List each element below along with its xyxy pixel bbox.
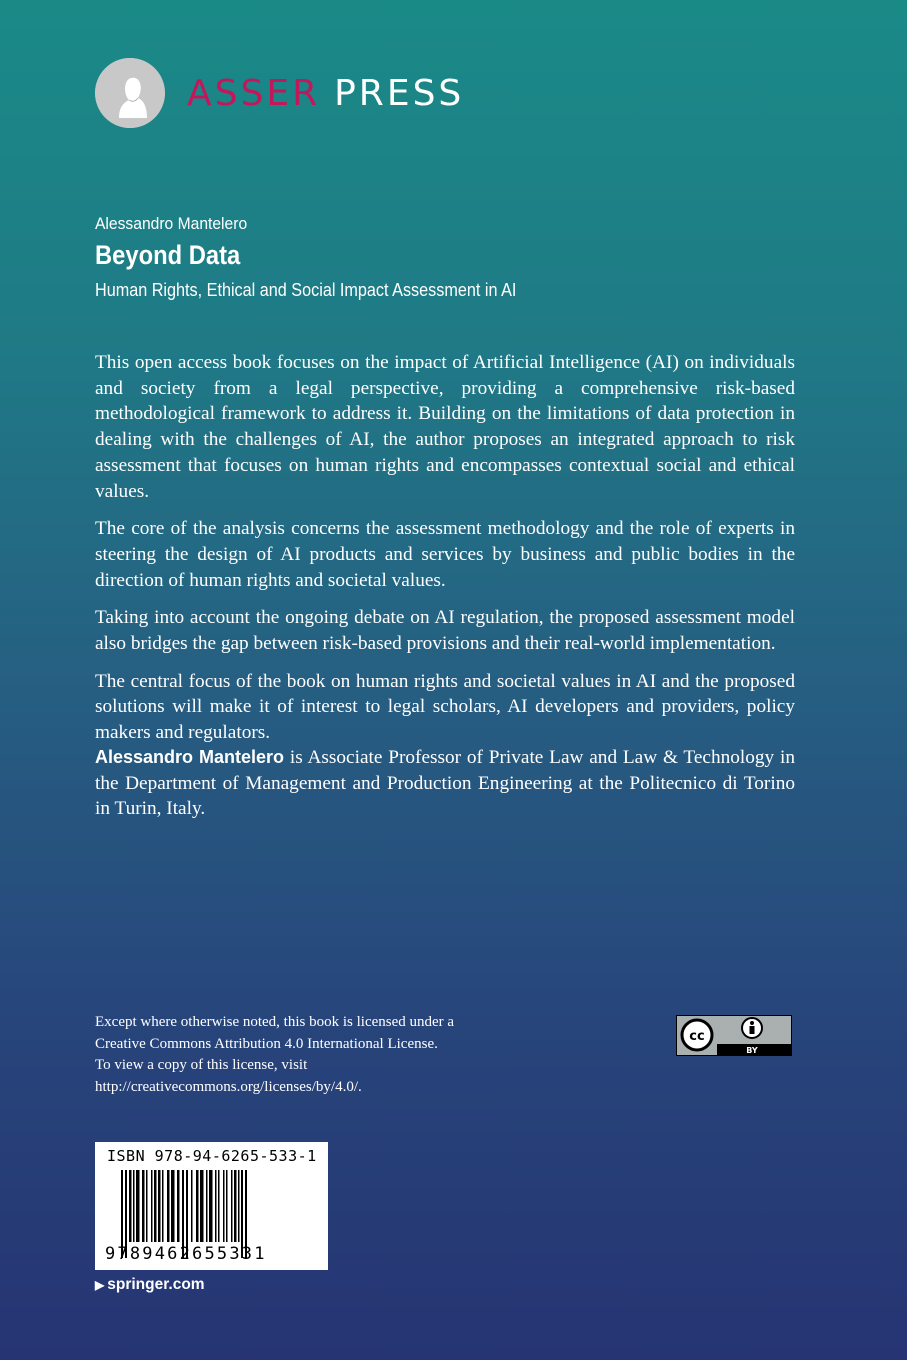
isbn-barcode bbox=[95, 1142, 328, 1270]
barcode-bar bbox=[196, 1170, 199, 1242]
barcode-bar bbox=[231, 1170, 233, 1242]
bio-text: is Associate Professor of Private Law and Law & Technology in the Department of Management and Production Engineering at the Politecnico di Torino in Turin, Italy. bbox=[95, 747, 795, 820]
by-badge-text: BY bbox=[746, 1046, 758, 1055]
portrait-medallion-icon bbox=[95, 58, 165, 128]
barcode-bar bbox=[238, 1170, 240, 1242]
barcode-bar bbox=[154, 1170, 157, 1242]
barcode-bar bbox=[218, 1170, 220, 1242]
license-line: To view a copy of this license, visit bbox=[95, 1057, 308, 1073]
license-line: Creative Commons Attribution 4.0 International License. bbox=[95, 1035, 438, 1052]
license-line: Except where otherwise noted, this book is licensed under a bbox=[95, 1014, 455, 1030]
description-paragraph: The central focus of the book on human rights and societal values in AI and the proposed solutions will make it of interest to legal scholars, AI developers and providers, policy makers and regulators. bbox=[95, 670, 795, 744]
bio-author-name: Alessandro Mantelero bbox=[95, 747, 285, 767]
publisher-logo bbox=[95, 58, 464, 128]
barcode-bar bbox=[191, 1170, 193, 1242]
barcode-bar bbox=[171, 1170, 175, 1242]
springer-link-text: springer.com bbox=[107, 1276, 205, 1293]
barcode-bar bbox=[177, 1170, 180, 1242]
brand-press: PRESS bbox=[334, 72, 465, 114]
barcode-bar bbox=[215, 1170, 217, 1242]
cc-badge-text: cc bbox=[689, 1029, 705, 1044]
barcode-bar bbox=[200, 1170, 204, 1242]
description-paragraph: Taking into account the ongoing debate on AI regulation, the proposed assessment model also bridges the gap between risk-based provisions and their real-world implementation. bbox=[95, 607, 795, 655]
description-paragraph: The core of the analysis concerns the assessment methodology and the role of experts in steering the design of AI products and services by business and public bodies in the direction of human rights and societal values. bbox=[95, 518, 795, 591]
book-description bbox=[95, 350, 795, 758]
barcode-bar bbox=[167, 1170, 170, 1242]
book-author: Alessandro Mantelero bbox=[95, 214, 248, 233]
cc-icon bbox=[682, 1020, 712, 1050]
barcode-bar bbox=[142, 1170, 145, 1242]
barcode-bar bbox=[133, 1170, 135, 1242]
barcode-bar bbox=[206, 1170, 208, 1242]
arrow-right-icon: ▶ bbox=[95, 1278, 105, 1292]
cc-by-badge[interactable] bbox=[676, 1015, 792, 1056]
barcode-bar bbox=[223, 1170, 225, 1242]
isbn-digits: 9789462655331 bbox=[105, 1244, 267, 1264]
barcode-bar bbox=[158, 1170, 161, 1242]
book-title: Beyond Data bbox=[95, 240, 241, 270]
barcode-bar bbox=[162, 1170, 164, 1242]
barcode-bar bbox=[226, 1170, 228, 1242]
description-paragraph: This open access book focuses on the impact of Artificial Intelligence (AI) on individuals and society from a legal perspective, providing a comprehensive risk-based methodological framework to address it. Building on the limitations of data protection in dealing with the challenges of AI, the author proposes an integrated approach to risk assessment that focuses on human rights and encompasses contextual social and ethical values. bbox=[95, 352, 795, 502]
springer-link[interactable] bbox=[95, 1276, 205, 1294]
barcode-bar bbox=[136, 1170, 140, 1242]
brand-asser: ASSER bbox=[187, 72, 321, 114]
license-notice bbox=[95, 1012, 515, 1098]
publisher-brand bbox=[187, 73, 464, 114]
barcode-bar bbox=[151, 1170, 153, 1242]
book-subtitle: Human Rights, Ethical and Social Impact Assessment in AI bbox=[95, 280, 517, 300]
barcode-bar bbox=[234, 1170, 237, 1242]
author-bio bbox=[95, 745, 795, 822]
isbn-label: ISBN 978-94-6265-533-1 bbox=[107, 1147, 317, 1165]
license-url[interactable]: http://creativecommons.org/licenses/by/4.0/. bbox=[95, 1078, 362, 1095]
barcode-bar bbox=[146, 1170, 148, 1242]
barcode-bar bbox=[209, 1170, 213, 1242]
barcode-bar bbox=[129, 1170, 132, 1242]
attribution-icon bbox=[742, 1018, 762, 1038]
